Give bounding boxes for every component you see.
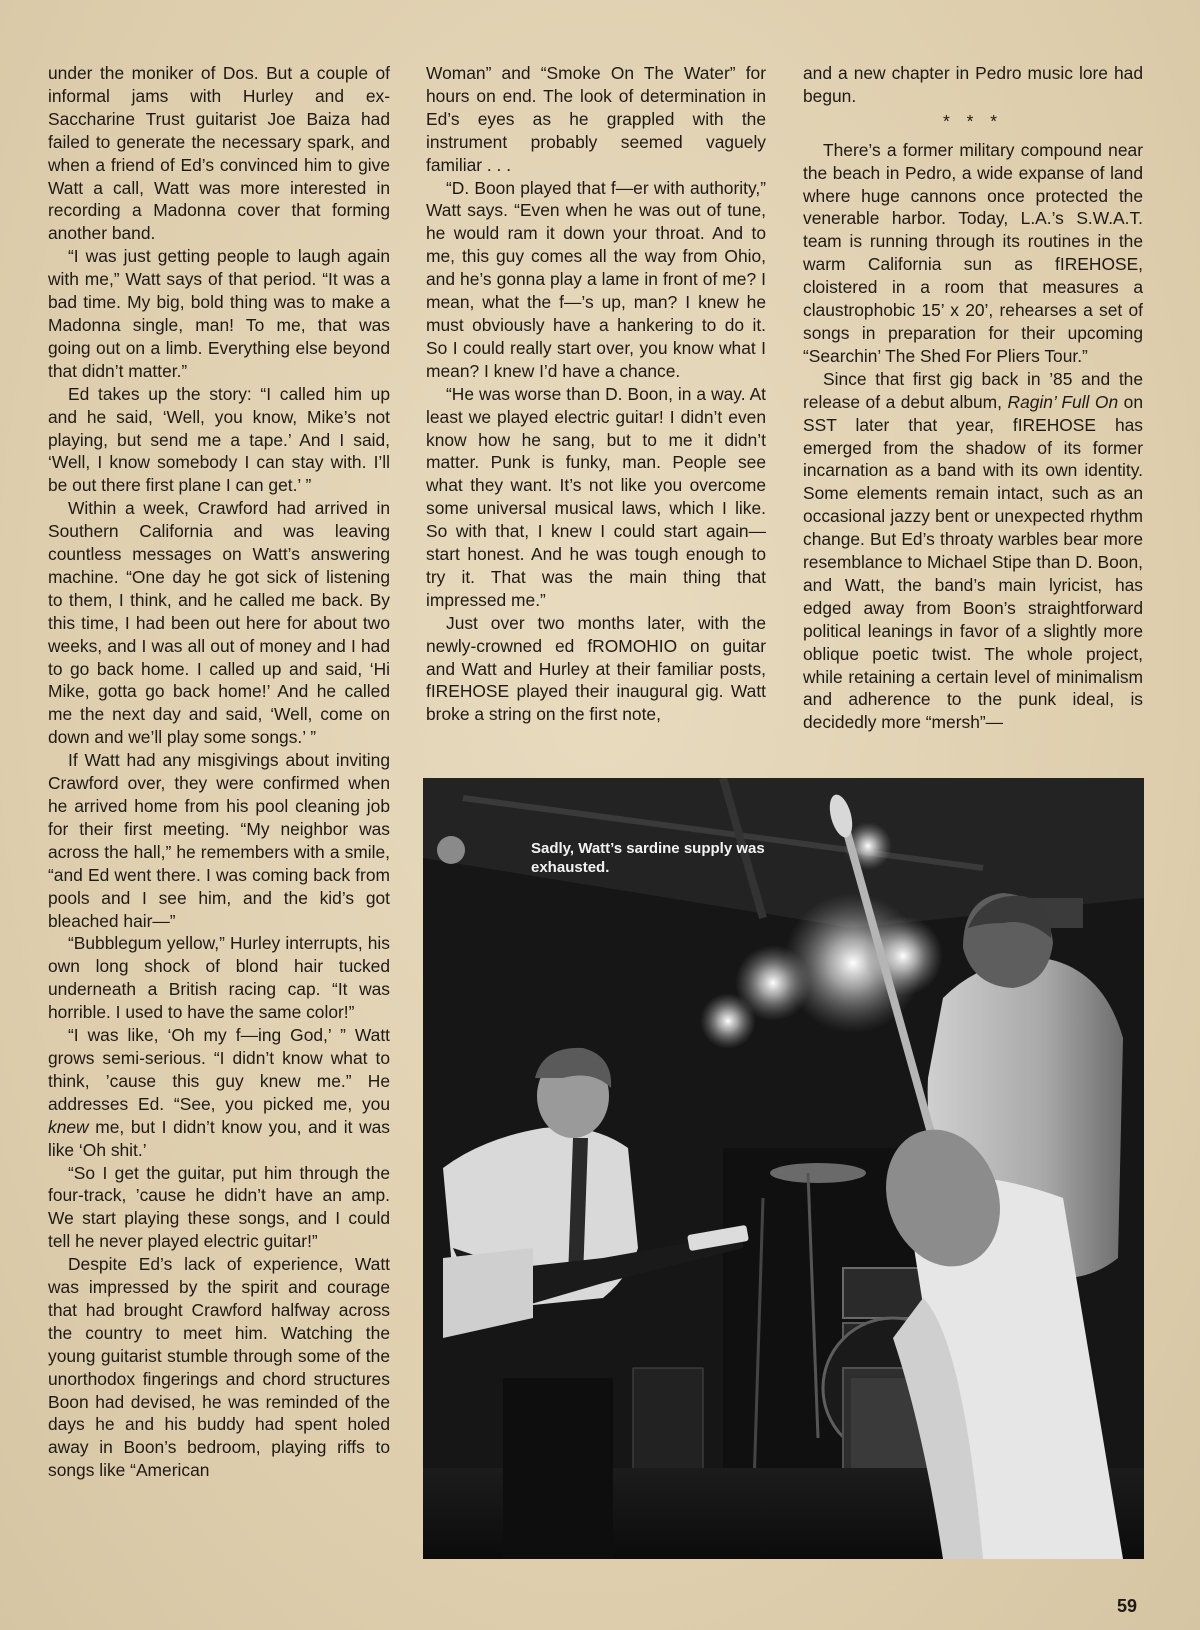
paragraph: Woman” and “Smoke On The Water” for hours on end. The look of determination in Ed’s eyes as he grappled with the instrument probably seemed vaguely familiar . . .: [426, 63, 766, 175]
paragraph: “I was just getting people to laugh again with me,” Watt says of that period. “It was a bad time. My big, bold thing was to make a Madonna single, man! To me, that was going out on a limb. Everything else beyond that didn’t matter.”: [48, 246, 390, 381]
paragraph: “Bubblegum yellow,” Hurley interrupts, his own long shock of blond hair tucked underneath a British racing cap. “It was horrible. I used to have the same color!”: [48, 933, 390, 1023]
paragraph: “So I get the guitar, put him through the four-track, ’cause he didn’t have an amp. We start playing these songs, and I could tell he never played electric guitar!”: [48, 1162, 390, 1252]
paragraph-text: Since that first gig back in ’85 and the release of a debut album,: [803, 368, 1143, 412]
paragraph: “D. Boon played that f—er with authority,” Watt says. “Even when he was out of tune, he would ram it down your throat. And to me, this guy comes all the way from Ohio, and he’s gonna play a lame in front of me? I mean, what the f—’s up, man? I knew he must obviously have a hankering to do it. So I could really start over, you know what I mean? I knew I’d have a chance.: [426, 177, 766, 381]
paragraph: Ed takes up the story: “I called him up and he said, ‘Well, you know, Mike’s not playing, but send me a tape.’ And I said, ‘Well, I know somebody I can stay with. I’ll be out there first plane I can get.’ ”: [48, 383, 390, 496]
paragraph: “He was worse than D. Boon, in a way. At least we played electric guitar! I didn’t even know how he sang, but to me it didn’t matter. Punk is funky, man. People see what they want. It’s not like you overcome some universal musical laws, which I like. So with that, I knew I could start again—start honest. And he was tough enough to try it. That was the main thing that impressed me.”: [426, 383, 766, 610]
photo-caption: Sadly, Watt’s sardine supply was exhausted.: [531, 840, 765, 876]
paragraph: Within a week, Crawford had arrived in Southern California and was leaving countless messages on Watt’s answering machine. “One day he got sick of listening to them, I think, and he called me back. By this time, I had been out here for about two weeks, and I was all out of money and I had to go back home. I called up and said, ‘Hi Mike, gotta go back home!’ And he called me the next day and said, ‘Well, come on down and we’ll play some songs.’ ”: [48, 498, 390, 748]
article-column-2: [426, 62, 766, 726]
paragraph-text: me, but I didn’t know you, and it was like ‘Oh shit.’: [48, 1116, 390, 1160]
paragraph: Just over two months later, with the newly-crowned ed fROMOHIO on guitar and Watt and Hurley at their familiar posts, fIREHOSE played their inaugural gig. Watt broke a string on the first note,: [426, 612, 766, 725]
section-break: * * *: [943, 110, 1003, 131]
paragraph: and a new chapter in Pedro music lore had begun.: [803, 63, 1143, 106]
emphasis-text: knew: [48, 1116, 89, 1137]
album-title: Ragin’ Full On: [1007, 391, 1119, 412]
concert-photo-illustration: [423, 778, 1144, 1559]
paragraph: There’s a former military compound near the beach in Pedro, a wide expanse of land where huge cannons once protected the venerable harbor. Today, L.A.’s S.W.A.T. team is running through its routines in the warm California sun as fIREHOSE, cloistered in a room that measures a claustrophobic 15’ x 20’, rehearses a set of songs in preparation for their upcoming “Searchin’ The Shed For Pliers Tour.”: [803, 139, 1143, 366]
paragraph-text: “I was like, ‘Oh my f—ing God,’ ” Watt grows semi-serious. “I didn’t know what to think, ’cause this guy knew me.” He addresses Ed. “See, you picked me, you: [48, 1025, 390, 1114]
paragraph-text: on SST later that year, fIREHOSE has emerged from the shadow of its former incarnation as a band with its own identity. Some elements remain intact, such as an occasional jazzy bent or unexpected rhythm change. But Ed’s throaty warbles bear more resemblance to Michael Stipe than D. Boon, and Watt, the band’s main lyricist, has edged away from Boon’s straightforward political leanings in favor of a slightly more oblique poetic twist. The whole project, while retaining a certain level of minimalism and adherence to the punk ideal, is decidedly more “mersh”—: [803, 391, 1143, 733]
page-number: 59: [1117, 1596, 1138, 1616]
paragraph: [803, 368, 1143, 735]
paragraph: If Watt had any misgivings about inviting Crawford over, they were confirmed when he arrived home from his pool cleaning job for their first meeting. “My neighbor was across the hall,” he remembers with a smile, “and Ed went there. I was coming back from pools and I see him, and the kid’s got bleached hair—”: [48, 750, 390, 931]
article-column-1: [48, 62, 390, 1482]
article-column-3: [803, 62, 1143, 734]
paragraph: under the moniker of Dos. But a couple of informal jams with Hurley and ex-Saccharine Trust guitarist Joe Baiza had failed to generate the necessary spark, and when a friend of Ed’s convinced him to give Watt a call, Watt was more interested in recording a Madonna cover that forming another band.: [48, 63, 390, 244]
paragraph: Despite Ed’s lack of experience, Watt was impressed by the spirit and courage that had brought Crawford halfway across the country to meet him. Watching the young guitarist stumble through some of the unorthodox fingerings and chord structures Boon had devised, he was reminded of the days he and his buddy had spent holed away in Boon’s bedroom, playing riffs to songs like “American: [48, 1254, 390, 1481]
concert-photo: [423, 778, 1144, 1559]
paragraph: [48, 1024, 390, 1161]
